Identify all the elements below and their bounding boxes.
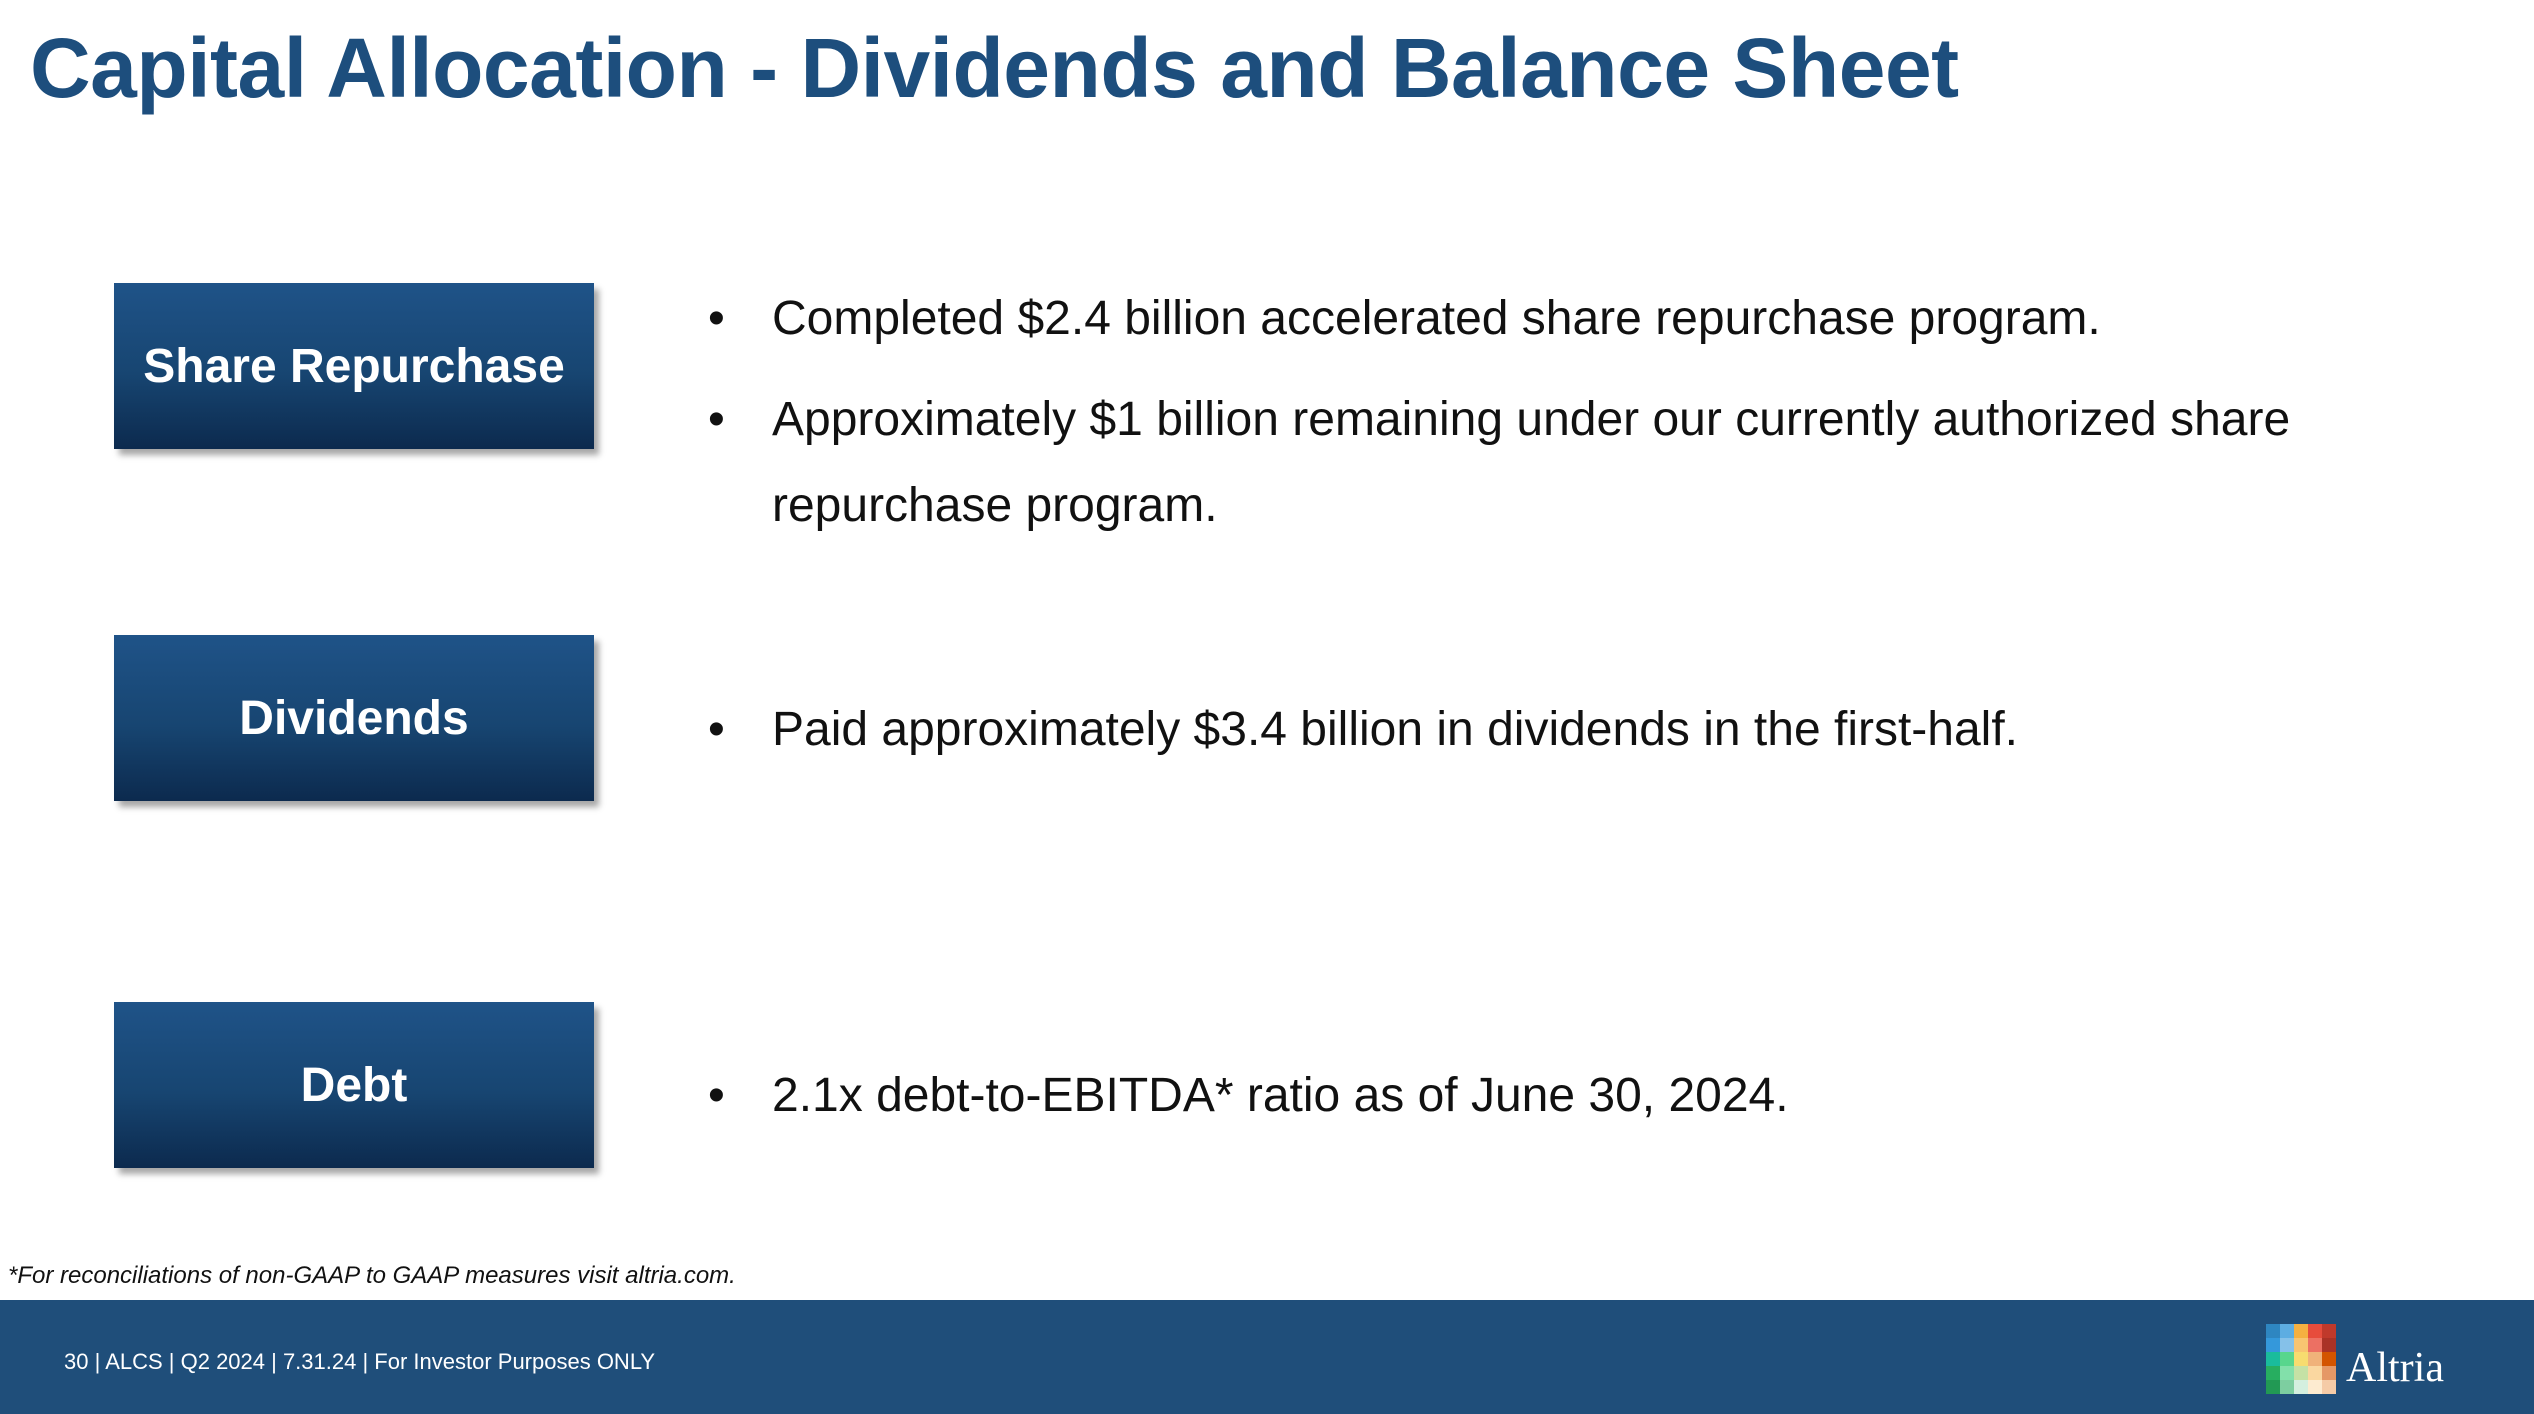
logo-tile [2322, 1352, 2336, 1366]
bullet-text: Approximately $1 billion remaining under our currently authorized share repurchase program. [772, 393, 2291, 532]
bullet-item [700, 377, 2340, 549]
bullet-item [700, 1052, 2340, 1140]
logo-tile [2280, 1324, 2294, 1338]
logo-tile [2294, 1352, 2308, 1366]
logo-tile [2322, 1380, 2336, 1394]
logo-tile [2280, 1338, 2294, 1352]
logo-tile [2266, 1352, 2280, 1366]
logo-tile [2280, 1352, 2294, 1366]
altria-logo [2266, 1324, 2444, 1394]
logo-tile [2294, 1366, 2308, 1380]
logo-tile [2266, 1366, 2280, 1380]
bullet-item [700, 275, 2340, 363]
section-label-share-repurchase: Share Repurchase [114, 283, 594, 449]
logo-mosaic-icon [2266, 1324, 2336, 1394]
bullet-text: Completed $2.4 billion accelerated share repurchase program. [772, 292, 2101, 345]
bullet-glyph: • [708, 292, 725, 345]
logo-tile [2322, 1338, 2336, 1352]
logo-tile [2322, 1324, 2336, 1338]
logo-tile [2266, 1380, 2280, 1394]
bullet-glyph: • [708, 703, 725, 756]
logo-tile [2294, 1338, 2308, 1352]
dividends-bullets [700, 686, 2340, 788]
bullet-text: Paid approximately $3.4 billion in dividends in the first-half. [772, 703, 2019, 756]
logo-tile [2308, 1352, 2322, 1366]
bullet-glyph: • [708, 1069, 725, 1122]
logo-tile [2266, 1324, 2280, 1338]
section-label-dividends: Dividends [114, 635, 594, 801]
bullet-item [700, 686, 2340, 774]
logo-tile [2322, 1366, 2336, 1380]
logo-tile [2280, 1380, 2294, 1394]
logo-tile [2308, 1380, 2322, 1394]
section-label-debt: Debt [114, 1002, 594, 1168]
bullet-glyph: • [708, 393, 725, 446]
logo-tile [2308, 1338, 2322, 1352]
bullet-text: 2.1x debt-to-EBITDA* ratio as of June 30, 2024. [772, 1069, 1789, 1122]
logo-tile [2294, 1380, 2308, 1394]
footer-text: 30 | ALCS | Q2 2024 | 7.31.24 | For Investor Purposes ONLY [64, 1349, 656, 1374]
footnote: *For reconciliations of non-GAAP to GAAP measures visit altria.com. [8, 1262, 736, 1289]
logo-tile [2280, 1366, 2294, 1380]
logo-tile [2308, 1366, 2322, 1380]
logo-tile [2266, 1338, 2280, 1352]
share-repurchase-bullets [700, 275, 2340, 563]
logo-text: Altria [2346, 1345, 2444, 1391]
logo-tile [2308, 1324, 2322, 1338]
page-title: Capital Allocation - Dividends and Balance Sheet [30, 21, 1959, 115]
logo-tile [2294, 1324, 2308, 1338]
debt-bullets [700, 1052, 2340, 1154]
